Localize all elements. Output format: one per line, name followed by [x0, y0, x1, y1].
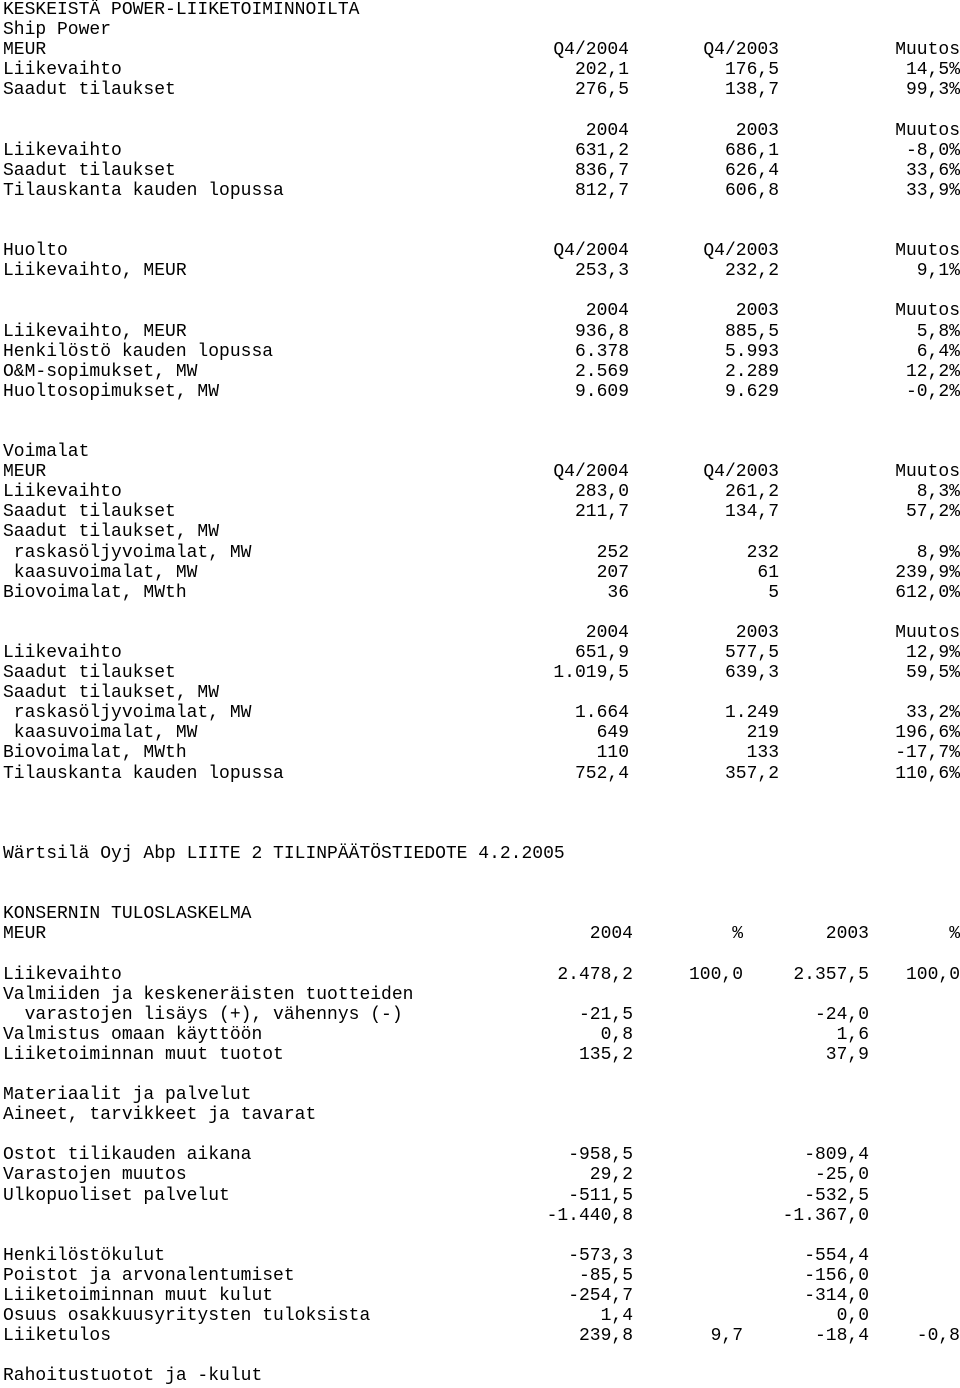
line-value-d1: 0,8 [600, 1024, 633, 1045]
report-line [3, 241, 960, 261]
line-value-d1: 2.478,2 [557, 964, 633, 985]
line-value-d1: 1,4 [600, 1306, 633, 1327]
blank-line [3, 281, 960, 301]
line-label: Materiaalit ja palvelut [3, 1085, 252, 1106]
report-line [3, 924, 960, 944]
report-line [3, 1366, 960, 1386]
line-value-d2: 100,0 [688, 964, 743, 985]
report-line [3, 1206, 960, 1226]
line-label: varastojen lisäys (+), vähennys (-) [3, 1004, 403, 1025]
line-value-c3: Muutos [895, 120, 960, 141]
line-value-c1: 211,7 [574, 502, 629, 523]
line-value-c2: 357,2 [724, 763, 779, 784]
line-label: Voimalat [3, 442, 90, 463]
line-label: Liikevaihto [3, 964, 122, 985]
line-value-c1: 631,2 [574, 140, 629, 161]
report-line [3, 663, 960, 683]
line-value-c3: -8,0% [905, 140, 960, 161]
line-value-d3: -25,0 [814, 1165, 869, 1186]
line-label: Valmiiden ja keskeneräisten tuotteiden [3, 984, 414, 1005]
report-line [3, 1165, 960, 1185]
line-value-c3: 33,6% [905, 160, 960, 181]
line-label: MEUR [3, 40, 47, 61]
line-value-c1: 1.664 [574, 703, 629, 724]
line-value-c2: 61 [757, 562, 779, 583]
report-line [3, 703, 960, 723]
blank-line [3, 201, 960, 221]
line-value-c2: 232 [746, 542, 779, 563]
line-label: KONSERNIN TULOSLASKELMA [3, 904, 252, 925]
report-line [3, 985, 960, 1005]
line-value-d1: -958,5 [568, 1145, 633, 1166]
line-value-c2: 2003 [735, 622, 779, 643]
line-value-d1: -85,5 [578, 1265, 633, 1286]
line-value-c2: 5.993 [724, 341, 779, 362]
line-value-c1: 283,0 [574, 482, 629, 503]
line-value-d2: 9,7 [710, 1326, 743, 1347]
line-value-c1: 2.569 [574, 361, 629, 382]
report-line [3, 1085, 960, 1105]
line-value-d3: 2003 [825, 924, 869, 945]
line-value-c2: 133 [746, 743, 779, 764]
line-value-c2: 2.289 [724, 361, 779, 382]
report-line [3, 904, 960, 924]
line-label: Aineet, tarvikkeet ja tavarat [3, 1105, 317, 1126]
line-value-c2: 261,2 [724, 482, 779, 503]
line-label: Liikevaihto, MEUR [3, 261, 187, 282]
line-value-c2: 9.629 [724, 381, 779, 402]
line-value-c2: 2003 [735, 120, 779, 141]
report-line [3, 382, 960, 402]
report-line [3, 482, 960, 502]
line-value-d3: -532,5 [804, 1185, 869, 1206]
line-value-c3: 57,2% [905, 502, 960, 523]
line-value-d3: -809,4 [804, 1145, 869, 1166]
report-line [3, 643, 960, 663]
blank-line [3, 884, 960, 904]
line-value-c2: 138,7 [724, 80, 779, 101]
line-value-c2: 134,7 [724, 502, 779, 523]
report-line [3, 442, 960, 462]
report-line [3, 563, 960, 583]
line-value-c1: 752,4 [574, 763, 629, 784]
line-label: Ostot tilikauden aikana [3, 1145, 252, 1166]
line-value-c2: Q4/2003 [703, 241, 779, 262]
report-line [3, 723, 960, 743]
blank-line [3, 804, 960, 824]
line-value-c2: 639,3 [724, 663, 779, 684]
line-label: Saadut tilaukset [3, 160, 176, 181]
line-label: MEUR [3, 462, 47, 483]
report-line [3, 683, 960, 703]
line-label: Wärtsilä Oyj Abp LIITE 2 TILINPÄÄTÖSTIEDOTE 4.2.2005 [3, 843, 565, 864]
line-value-c1: 9.609 [574, 381, 629, 402]
line-value-c1: 2004 [585, 301, 629, 322]
line-value-c3: 33,2% [905, 703, 960, 724]
line-label: MEUR [3, 924, 47, 945]
report-line [3, 20, 960, 40]
line-value-d1: -254,7 [568, 1286, 633, 1306]
line-value-c2: 626,4 [724, 160, 779, 181]
line-value-c2: 232,2 [724, 261, 779, 282]
line-label: Liikevaihto [3, 643, 122, 663]
line-value-c2: 176,5 [724, 60, 779, 81]
line-value-d4: 100,0 [905, 964, 960, 985]
line-label: Biovoimalat, MWth [3, 743, 187, 764]
line-label: KESKEISTÄ POWER-LIIKETOIMINNOILTA [3, 0, 360, 20]
report-line [3, 583, 960, 603]
line-value-c3: Muutos [895, 462, 960, 483]
report-line [3, 141, 960, 161]
report-line [3, 844, 960, 864]
line-label: Poistot ja arvonalentumiset [3, 1265, 295, 1286]
report-line [3, 1025, 960, 1045]
line-value-c3: 33,9% [905, 180, 960, 201]
line-label: Huolto [3, 241, 68, 262]
report-line [3, 80, 960, 100]
line-value-c2: 577,5 [724, 643, 779, 663]
report-line [3, 764, 960, 784]
line-value-c1: 836,7 [574, 160, 629, 181]
report-line [3, 322, 960, 342]
line-value-d1: -1.440,8 [546, 1205, 633, 1226]
line-value-c1: 812,7 [574, 180, 629, 201]
line-label: Liikevaihto, MEUR [3, 321, 187, 342]
line-value-c3: 99,3% [905, 80, 960, 101]
report-line [3, 502, 960, 522]
report-line [3, 462, 960, 482]
report-line [3, 743, 960, 763]
line-label: Liikevaihto [3, 140, 122, 161]
line-value-c1: 2004 [585, 120, 629, 141]
line-value-d1: -21,5 [578, 1004, 633, 1025]
blank-line [3, 402, 960, 422]
line-value-d3: 37,9 [825, 1044, 869, 1065]
line-value-d4: % [949, 924, 960, 945]
line-value-c1: Q4/2004 [553, 462, 629, 483]
line-value-c2: 219 [746, 723, 779, 744]
line-label: Henkilöstökulut [3, 1245, 166, 1266]
line-label: Biovoimalat, MWth [3, 582, 187, 603]
report-line [3, 181, 960, 201]
line-value-c1: 649 [596, 723, 629, 744]
blank-line [3, 603, 960, 623]
blank-line [3, 221, 960, 241]
line-label: Saadut tilaukset [3, 663, 176, 684]
line-value-d3: -24,0 [814, 1004, 869, 1025]
blank-line [3, 1065, 960, 1085]
line-value-c2: 606,8 [724, 180, 779, 201]
line-label: Saadut tilaukset [3, 80, 176, 101]
line-value-c3: Muutos [895, 241, 960, 262]
blank-line [3, 1226, 960, 1246]
line-value-d4: -0,8 [916, 1326, 960, 1347]
line-value-c2: 5 [768, 582, 779, 603]
report-line [3, 1266, 960, 1286]
line-label: Saadut tilaukset [3, 502, 176, 523]
line-value-d2: % [732, 924, 743, 945]
line-label: Osuus osakkuusyritysten tuloksista [3, 1306, 371, 1327]
line-label: Liiketoiminnan muut kulut [3, 1286, 274, 1306]
blank-line [3, 824, 960, 844]
line-value-d1: 29,2 [589, 1165, 633, 1186]
line-value-c3: Muutos [895, 301, 960, 322]
line-label: Huoltosopimukset, MW [3, 381, 220, 402]
report-line [3, 121, 960, 141]
line-value-c1: 2004 [585, 622, 629, 643]
blank-line [3, 1346, 960, 1366]
line-label: Liikevaihto [3, 60, 122, 81]
line-label: Ulkopuoliset palvelut [3, 1185, 230, 1206]
report-line [3, 1145, 960, 1165]
document-page [3, 0, 960, 1386]
line-label: raskasöljyvoimalat, MW [3, 542, 252, 563]
line-value-c3: 14,5% [905, 60, 960, 81]
line-value-c1: 202,1 [574, 60, 629, 81]
line-value-c3: 12,9% [905, 643, 960, 663]
line-value-c3: 110,6% [895, 763, 960, 784]
line-value-c1: 252 [596, 542, 629, 563]
report-line [3, 1045, 960, 1065]
line-value-c3: 59,5% [905, 663, 960, 684]
line-value-d3: 2.357,5 [793, 964, 869, 985]
line-value-d3: 1,6 [836, 1024, 869, 1045]
line-label: Saadut tilaukset, MW [3, 522, 220, 543]
report-line [3, 543, 960, 563]
line-label: Henkilöstö kauden lopussa [3, 341, 274, 362]
line-value-c1: 36 [607, 582, 629, 603]
line-label: Ship Power [3, 20, 112, 41]
line-value-c1: Q4/2004 [553, 241, 629, 262]
report-line [3, 261, 960, 281]
line-label: kaasuvoimalat, MW [3, 723, 198, 744]
line-value-c3: 8,3% [916, 482, 960, 503]
line-value-c1: 1.019,5 [553, 663, 629, 684]
report-line [3, 522, 960, 542]
blank-line [3, 1125, 960, 1145]
line-label: kaasuvoimalat, MW [3, 562, 198, 583]
line-value-d3: -554,4 [804, 1245, 869, 1266]
report-line [3, 0, 960, 20]
line-value-c3: 196,6% [895, 723, 960, 744]
line-value-c3: 9,1% [916, 261, 960, 282]
blank-line [3, 422, 960, 442]
report-line [3, 1326, 960, 1346]
line-label: Rahoitustuotot ja -kulut [3, 1366, 263, 1387]
report-line [3, 1005, 960, 1025]
line-value-d1: 239,8 [578, 1326, 633, 1347]
line-value-d1: -573,3 [568, 1245, 633, 1266]
line-label: Liiketulos [3, 1326, 112, 1347]
line-value-c3: 8,9% [916, 542, 960, 563]
report-line [3, 1306, 960, 1326]
line-value-d1: 135,2 [578, 1044, 633, 1065]
report-line [3, 161, 960, 181]
blank-line [3, 784, 960, 804]
line-value-d3: 0,0 [836, 1306, 869, 1327]
blank-line [3, 864, 960, 884]
line-label: raskasöljyvoimalat, MW [3, 703, 252, 724]
line-label: O&M-sopimukset, MW [3, 361, 198, 382]
report-line [3, 40, 960, 60]
line-label: Valmistus omaan käyttöön [3, 1024, 263, 1045]
line-label: Tilauskanta kauden lopussa [3, 180, 284, 201]
report-line [3, 965, 960, 985]
line-value-d1: 2004 [589, 924, 633, 945]
line-value-c3: Muutos [895, 40, 960, 61]
report-line [3, 623, 960, 643]
line-value-c2: Q4/2003 [703, 462, 779, 483]
line-value-c3: Muutos [895, 622, 960, 643]
line-value-c1: 207 [596, 562, 629, 583]
line-value-c3: -17,7% [895, 743, 960, 764]
line-value-c1: Q4/2004 [553, 40, 629, 61]
line-value-c3: 6,4% [916, 341, 960, 362]
line-value-c3: -0,2% [905, 381, 960, 402]
line-label: Liikevaihto [3, 482, 122, 503]
line-value-c1: 936,8 [574, 321, 629, 342]
line-value-c1: 651,9 [574, 643, 629, 663]
report-line [3, 1105, 960, 1125]
report-line [3, 1286, 960, 1306]
line-label: Tilauskanta kauden lopussa [3, 763, 284, 784]
report-line [3, 1186, 960, 1206]
line-value-c1: 6.378 [574, 341, 629, 362]
line-value-d3: -156,0 [804, 1265, 869, 1286]
blank-line [3, 944, 960, 964]
line-value-c2: 686,1 [724, 140, 779, 161]
line-value-c1: 276,5 [574, 80, 629, 101]
line-value-c1: 253,3 [574, 261, 629, 282]
line-value-d3: -18,4 [814, 1326, 869, 1347]
line-value-c2: 2003 [735, 301, 779, 322]
blank-line [3, 100, 960, 120]
line-value-c1: 110 [596, 743, 629, 764]
line-value-c3: 239,9% [895, 562, 960, 583]
report-line [3, 60, 960, 80]
line-value-c2: 1.249 [724, 703, 779, 724]
line-label: Saadut tilaukset, MW [3, 683, 220, 704]
line-value-c3: 5,8% [916, 321, 960, 342]
line-label: Varastojen muutos [3, 1165, 187, 1186]
line-label: Liiketoiminnan muut tuotot [3, 1044, 284, 1065]
line-value-c2: 885,5 [724, 321, 779, 342]
line-value-c3: 12,2% [905, 361, 960, 382]
line-value-c2: Q4/2003 [703, 40, 779, 61]
line-value-d3: -314,0 [804, 1286, 869, 1306]
line-value-d3: -1.367,0 [782, 1205, 869, 1226]
line-value-d1: -511,5 [568, 1185, 633, 1206]
report-line [3, 1246, 960, 1266]
report-line [3, 362, 960, 382]
line-value-c3: 612,0% [895, 582, 960, 603]
report-line [3, 301, 960, 321]
report-line [3, 342, 960, 362]
